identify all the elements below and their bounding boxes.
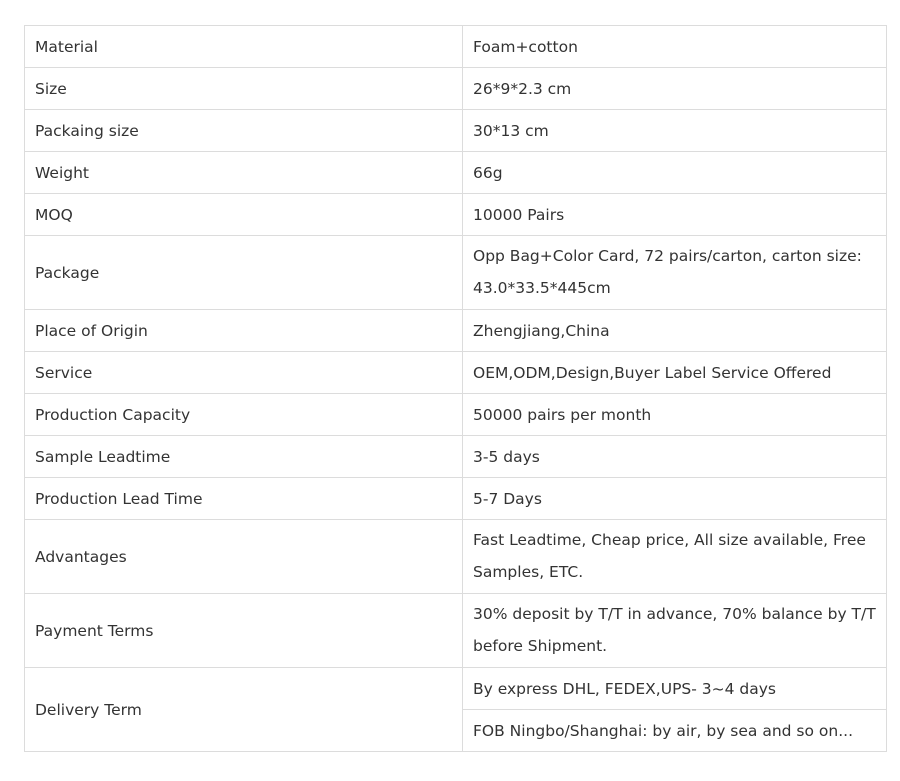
- row-label: Sample Leadtime: [25, 436, 463, 478]
- row-label: MOQ: [25, 194, 463, 236]
- row-value: By express DHL, FEDEX,UPS- 3~4 days: [463, 668, 887, 710]
- row-label: Packaing size: [25, 110, 463, 152]
- row-label: Material: [25, 26, 463, 68]
- row-label: Advantages: [25, 520, 463, 594]
- row-label: Production Lead Time: [25, 478, 463, 520]
- table-row: [25, 26, 887, 68]
- table-row: [25, 194, 887, 236]
- row-value: 5-7 Days: [463, 478, 887, 520]
- table-row: [25, 520, 887, 594]
- row-value: 50000 pairs per month: [463, 394, 887, 436]
- table-row: [25, 68, 887, 110]
- row-label: Weight: [25, 152, 463, 194]
- row-value: 10000 Pairs: [463, 194, 887, 236]
- row-value: 30% deposit by T/T in advance, 70% balance by T/T before Shipment.: [463, 594, 887, 668]
- row-value: 30*13 cm: [463, 110, 887, 152]
- row-label: Size: [25, 68, 463, 110]
- row-value: 3-5 days: [463, 436, 887, 478]
- table-row: [25, 594, 887, 668]
- row-label: Package: [25, 236, 463, 310]
- table-row: [25, 394, 887, 436]
- row-value: Opp Bag+Color Card, 72 pairs/carton, carton size: 43.0*33.5*445cm: [463, 236, 887, 310]
- table-row: [25, 152, 887, 194]
- table-row: [25, 310, 887, 352]
- table-row: [25, 110, 887, 152]
- row-label: Delivery Term: [25, 668, 463, 752]
- row-value: Zhengjiang,China: [463, 310, 887, 352]
- spec-table: [24, 25, 887, 752]
- row-label: Production Capacity: [25, 394, 463, 436]
- table-row: [25, 478, 887, 520]
- row-value: 66g: [463, 152, 887, 194]
- row-label: Place of Origin: [25, 310, 463, 352]
- row-value: FOB Ningbo/Shanghai: by air, by sea and so on...: [463, 710, 887, 752]
- row-label: Service: [25, 352, 463, 394]
- row-value: 26*9*2.3 cm: [463, 68, 887, 110]
- row-value: Fast Leadtime, Cheap price, All size available, Free Samples, ETC.: [463, 520, 887, 594]
- row-label: Payment Terms: [25, 594, 463, 668]
- row-value: Foam+cotton: [463, 26, 887, 68]
- row-value: OEM,ODM,Design,Buyer Label Service Offered: [463, 352, 887, 394]
- table-row: [25, 668, 887, 710]
- table-row: [25, 436, 887, 478]
- table-row: [25, 352, 887, 394]
- table-row: [25, 236, 887, 310]
